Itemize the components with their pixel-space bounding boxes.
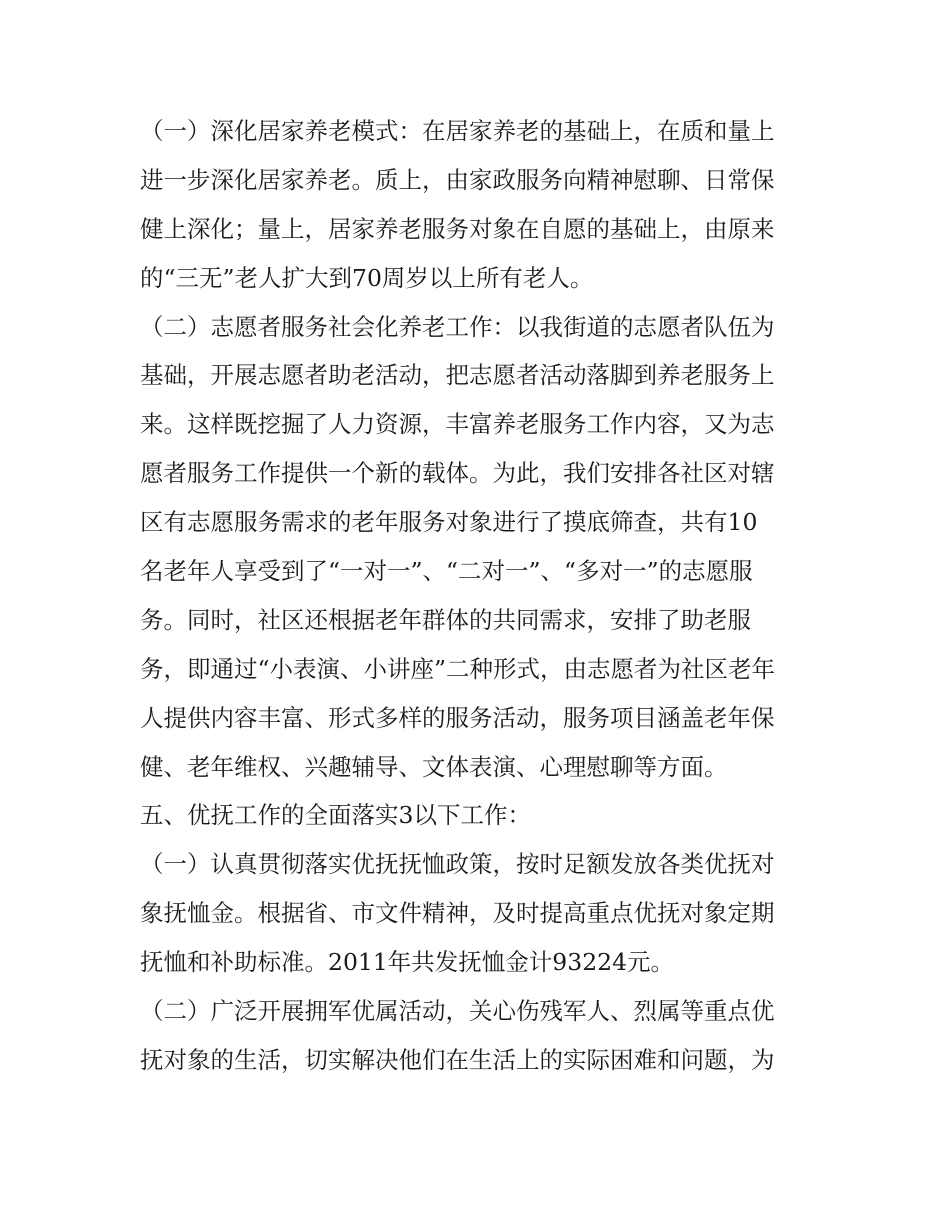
text-line: 区有志愿服务需求的老年服务对象进行了摸底筛查，共有10 bbox=[140, 508, 758, 537]
text-line: （二）广泛开展拥军优属活动，关心伤残军人、烈属等重点优 bbox=[140, 997, 775, 1026]
text-line: 的“三无”老人扩大到70周岁以上所有老人。 bbox=[140, 263, 594, 292]
text-line: 务。同时，社区还根据老年群体的共同需求，安排了助老服 bbox=[140, 605, 751, 634]
text-line: 抚恤和补助标准。2011年共发抚恤金计93224元。 bbox=[140, 948, 675, 977]
text-line: （二）志愿者服务社会化养老工作：以我街道的志愿者队伍为 bbox=[140, 312, 775, 341]
text-line: 来。这样既挖掘了人力资源，丰富养老服务工作内容，又为志 bbox=[140, 410, 775, 439]
text-line: 抚对象的生活，切实解决他们在生活上的实际困难和问题，为 bbox=[140, 1045, 775, 1074]
text-line: 务，即通过“小表演、小讲座”二种形式，由志愿者为社区老年 bbox=[140, 654, 776, 683]
section-heading: 五、优抚工作的全面落实3以下工作： bbox=[140, 801, 531, 830]
text-line: 基础，开展志愿者助老活动，把志愿者活动落脚到养老服务上 bbox=[140, 361, 775, 390]
text-line: 进一步深化居家养老。质上，由家政服务向精神慰聊、日常保 bbox=[140, 165, 775, 194]
text-line: 愿者服务工作提供一个新的载体。为此，我们安排各社区对辖 bbox=[140, 459, 775, 488]
text-line: （一）认真贯彻落实优抚抚恤政策，按时足额发放各类优抚对 bbox=[140, 850, 775, 879]
text-line: （一）深化居家养老模式：在居家养老的基础上，在质和量上 bbox=[140, 117, 775, 145]
text-line: 人提供内容丰富、形式多样的服务活动，服务项目涵盖老年保 bbox=[140, 703, 775, 732]
text-line: 健、老年维权、兴趣辅导、文体表演、心理慰聊等方面。 bbox=[140, 752, 728, 781]
text-line: 名老年人享受到了“一对一”、“二对一”、“多对一”的志愿服 bbox=[140, 557, 753, 586]
text-line: 健上深化；量上，居家养老服务对象在自愿的基础上，由原来 bbox=[140, 214, 775, 243]
document-body bbox=[140, 107, 815, 1085]
text-line: 象抚恤金。根据省、市文件精神，及时提高重点优抚对象定期 bbox=[140, 899, 775, 928]
